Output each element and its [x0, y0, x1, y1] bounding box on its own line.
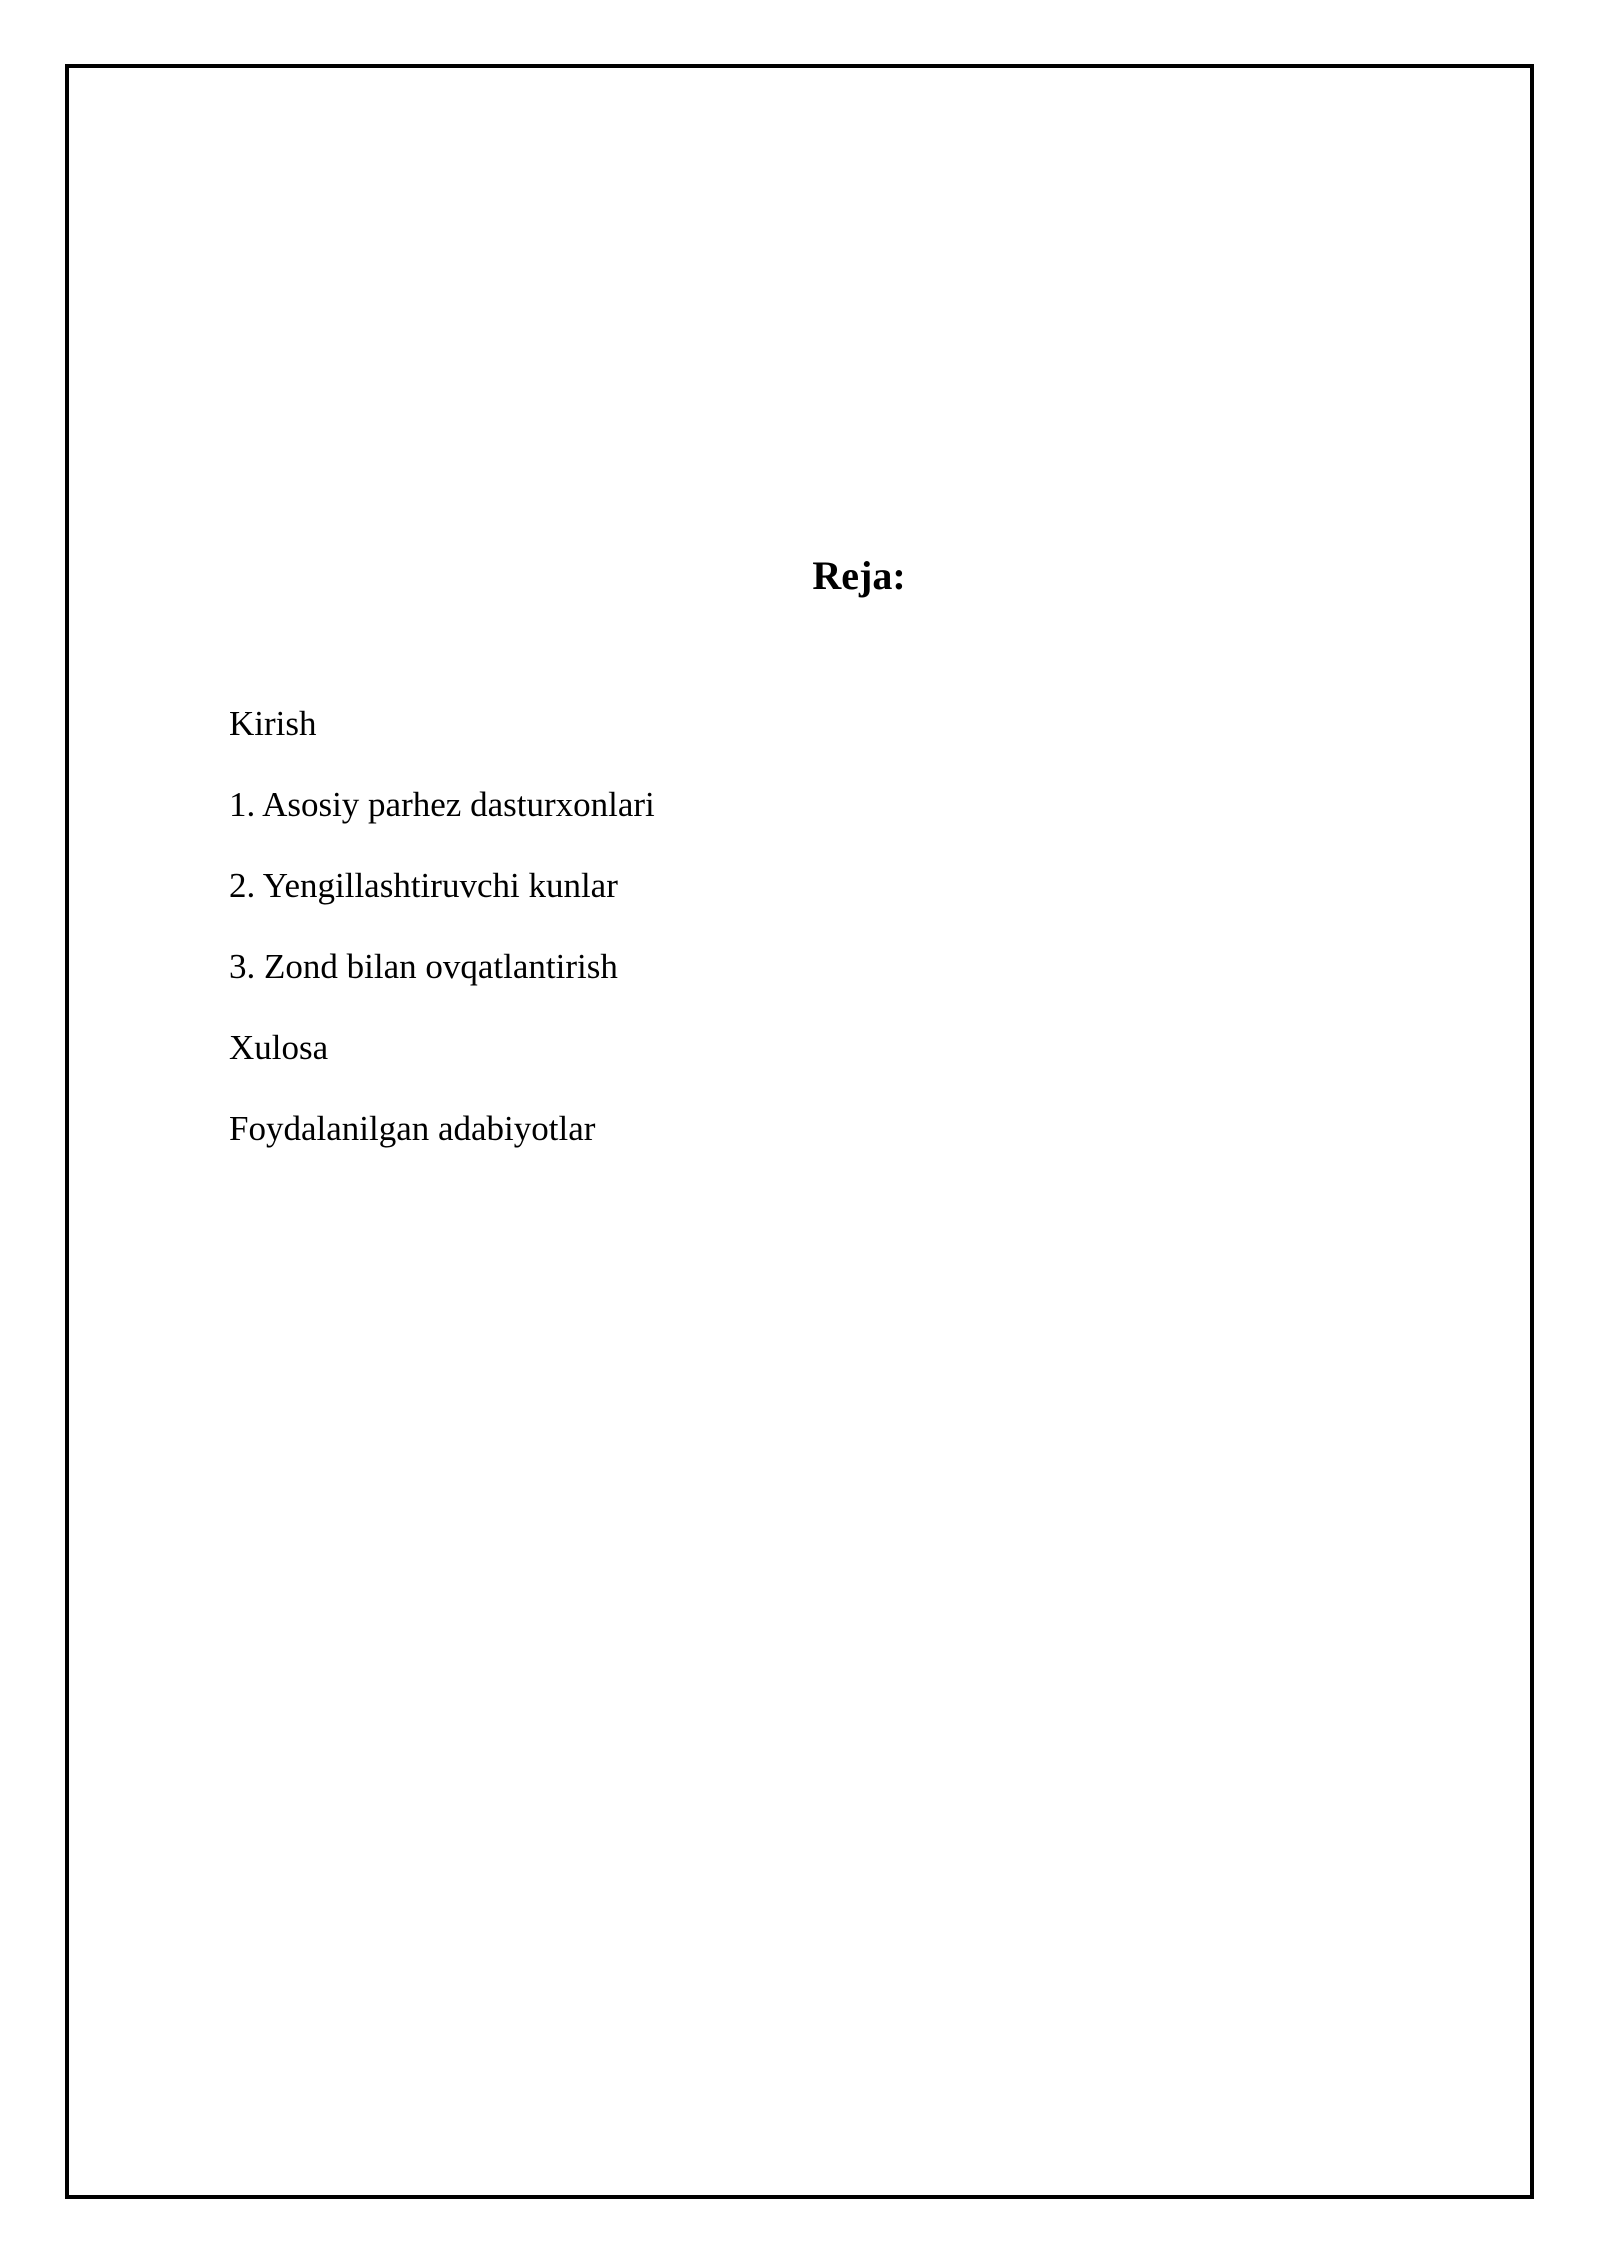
- plan-item-3: 3. Zond bilan ovqatlantirish: [229, 947, 618, 986]
- plan-item-conclusion: Xulosa: [229, 1028, 329, 1067]
- plan-item-1: 1. Asosiy parhez dasturxonlari: [229, 785, 655, 824]
- plan-item-references: Foydalanilgan adabiyotlar: [229, 1109, 596, 1148]
- plan-list: [229, 700, 655, 1186]
- plan-item-introduction: Kirish: [229, 704, 317, 743]
- plan-item-2: 2. Yengillashtiruvchi kunlar: [229, 866, 618, 905]
- page-title: Reja:: [812, 553, 906, 598]
